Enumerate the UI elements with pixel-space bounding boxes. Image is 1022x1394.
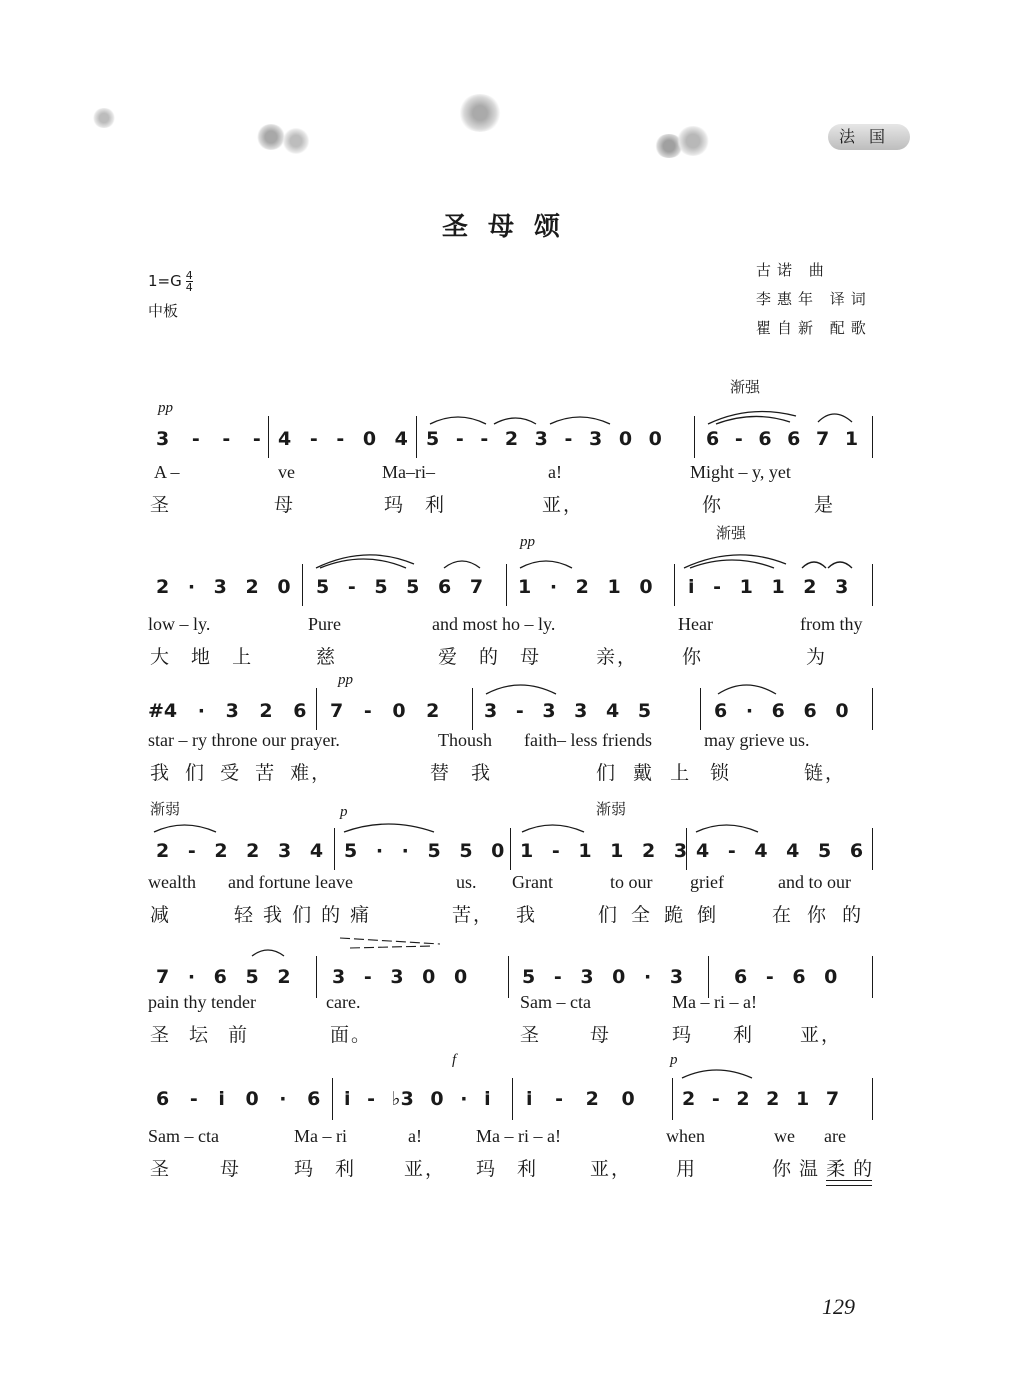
measure: i - 2 0 (526, 1088, 635, 1110)
lyric-en: us. (456, 872, 477, 892)
song-meta-left (148, 266, 193, 326)
lyricist-credit: 李惠年 译词 (756, 290, 872, 308)
lyric-zh: 玛 利 (294, 1158, 357, 1180)
lyric-zh: 玛 利 (384, 494, 447, 516)
measure: 2 - 2 2 1 7 (682, 1088, 840, 1110)
measure: i - ♭3 0 · i (344, 1088, 491, 1110)
lyric-zh: 圣 (150, 1158, 172, 1180)
lyric-en: a! (548, 462, 562, 482)
lyric-zh: 亚， (800, 1024, 843, 1046)
lyric-en: Ma – ri (294, 1126, 347, 1146)
key-label: 1=G (148, 272, 182, 290)
arranger-credit: 瞿自新 配歌 (756, 319, 872, 337)
measure: 6 - i 0 · 6 (156, 1088, 321, 1110)
lyric-en: Sam – cta (520, 992, 591, 1012)
flower-icon (282, 128, 310, 154)
slur-mark (548, 410, 618, 426)
crescendo-mark: 渐强 (730, 378, 761, 396)
lyric-zh: 圣 (520, 1024, 542, 1046)
lyric-zh: 减 (150, 904, 172, 926)
lyric-zh: 们 全 跪 倒 (598, 904, 719, 926)
measure: 2 · 3 2 0 (156, 576, 291, 598)
lyric-en: are (824, 1126, 846, 1146)
slur-mark (428, 410, 548, 426)
lyric-zh: 用 (676, 1158, 698, 1180)
lyric-en: may grieve us. (704, 730, 810, 750)
slur-mark (152, 818, 222, 834)
lyric-en: we (774, 1126, 795, 1146)
measure: 5 - 5 5 6 7 (316, 576, 484, 598)
lyric-zh: 我 (516, 904, 538, 926)
slur-mark (342, 818, 442, 834)
lyric-en: ve (278, 462, 295, 482)
lyric-en: Ma – ri – a! (476, 1126, 561, 1146)
lyric-en: and most ho – ly. (432, 614, 556, 634)
dynamic-mark: pp (158, 400, 173, 416)
song-credits (756, 256, 872, 343)
dynamic-mark: pp (338, 672, 353, 688)
lyric-underline (826, 1180, 872, 1186)
lyric-en: Hear (678, 614, 713, 634)
slur-mark (682, 546, 862, 570)
lyric-en: when (666, 1126, 705, 1146)
lyric-en: grief (690, 872, 724, 892)
lyric-zh: 亚， (542, 494, 585, 516)
measure: 3 - 3 3 4 5 (484, 700, 652, 722)
measure: 6 - 6 0 (734, 966, 838, 988)
measure: 6 · 6 6 0 (714, 700, 849, 722)
lyric-zh: 轻 我 们 的 痛 (234, 904, 372, 926)
lyric-en: from thy (800, 614, 863, 634)
measure: 7 - 0 2 (330, 700, 440, 722)
crescendo-mark: 渐强 (716, 524, 747, 542)
lyric-en: Pure (308, 614, 341, 634)
lyric-zh: 链， (804, 762, 847, 784)
lyric-zh: 慈 (316, 646, 338, 668)
lyric-en: Thoush (438, 730, 492, 750)
measure: i - 1 1 2 3 (688, 576, 849, 598)
lyric-zh: 你 温 柔 的 (772, 1158, 874, 1180)
lyric-zh: 亲， (596, 646, 639, 668)
lyric-en: and fortune leave (228, 872, 353, 892)
lyric-zh: 亚， (590, 1158, 633, 1180)
dynamic-mark: f (452, 1052, 457, 1068)
lyric-en: A – (154, 462, 180, 482)
lyric-zh: 玛 利 (672, 1024, 755, 1046)
lyric-zh: 我 们 受 苦 难， (150, 762, 333, 784)
slur-mark (680, 1064, 760, 1080)
time-signature: $\frac{4}{4}$ (185, 268, 193, 294)
lyric-en: pain thy tender (148, 992, 256, 1012)
slur-mark (250, 944, 290, 958)
measure: 7 · 6 5 2 (156, 966, 291, 988)
measure: 1 · 2 1 0 (518, 576, 653, 598)
decrescendo-mark: 渐弱 (150, 800, 181, 818)
lyric-zh: 面。 (330, 1024, 373, 1046)
lyric-en: Might – y, yet (690, 462, 791, 482)
slur-mark (336, 932, 446, 952)
lyric-en: a! (408, 1126, 422, 1146)
measure: 1 - 1 1 2 3 (520, 840, 688, 862)
lyric-en: low – ly. (148, 614, 211, 634)
lyric-zh: 母 (274, 494, 296, 516)
slur-mark (518, 554, 578, 570)
page-number: 129 (822, 1294, 855, 1319)
song-title: 圣母颂 (441, 212, 580, 242)
slur-mark (484, 678, 564, 696)
lyric-en: star – ry throne our prayer. (148, 730, 340, 750)
lyric-zh: 在 你 的 (772, 904, 864, 926)
lyric-zh: 圣 (150, 494, 172, 516)
lyric-zh: 你 (702, 494, 724, 516)
measure: 5 - 3 0 · 3 (522, 966, 684, 988)
measure: #4 · 3 2 6 (148, 700, 307, 722)
slur-mark (694, 818, 764, 834)
measure: 3 - - - (156, 428, 261, 450)
lyric-zh: 是 (814, 494, 836, 516)
measure: 6 - 6 6 7 1 (706, 428, 859, 450)
measure: 3 - 3 0 0 (332, 966, 468, 988)
dynamic-mark: p (670, 1052, 678, 1068)
lyric-en: care. (326, 992, 361, 1012)
lyric-en: Sam – cta (148, 1126, 219, 1146)
lyric-zh: 母 (220, 1158, 242, 1180)
lyric-en: and to our (778, 872, 851, 892)
slur-mark (716, 678, 786, 696)
flower-icon (676, 126, 710, 156)
slur-mark (706, 402, 866, 426)
dynamic-mark: p (340, 804, 348, 820)
decrescendo-mark: 渐弱 (596, 800, 627, 818)
lyric-zh: 锁 (710, 762, 732, 784)
key-signature (148, 266, 193, 296)
lyric-en: Grant (512, 872, 553, 892)
slur-mark (314, 546, 494, 570)
lyric-en: to our (610, 872, 653, 892)
slur-mark (520, 818, 590, 834)
lyric-zh: 圣 坛 前 (150, 1024, 250, 1046)
tempo-marking: 中板 (148, 302, 179, 320)
country-tab: 法国 (828, 124, 910, 150)
measure: 2 - 2 2 3 4 (156, 840, 324, 862)
lyric-zh: 母 (590, 1024, 612, 1046)
lyric-zh: 苦， (452, 904, 495, 926)
lyric-zh: 你 (682, 646, 704, 668)
flower-icon (458, 94, 502, 132)
measure: 4 - - 0 4 (278, 428, 408, 450)
dynamic-mark: pp (520, 534, 535, 550)
lyric-zh: 大 地 上 (150, 646, 254, 668)
lyric-en: wealth (148, 872, 196, 892)
measure: 5 · · 5 5 0 (344, 840, 505, 862)
lyric-zh: 们 戴 上 (596, 762, 692, 784)
composer-credit: 古诺 曲 (756, 261, 830, 279)
lyric-zh: 爱 的 母 (438, 646, 542, 668)
lyric-zh: 亚， (404, 1158, 447, 1180)
lyric-en: faith– less friends (524, 730, 652, 750)
lyric-en: Ma–ri– (382, 462, 435, 482)
lyric-zh: 玛 利 (476, 1158, 539, 1180)
lyric-zh: 为 (806, 646, 828, 668)
lyric-en: Ma – ri – a! (672, 992, 757, 1012)
flower-icon (92, 108, 116, 128)
lyric-zh: 替 我 (430, 762, 493, 784)
measure: 4 - 4 4 5 6 (696, 840, 864, 862)
measure: 5 - - 2 3 - 3 0 0 (426, 428, 662, 450)
